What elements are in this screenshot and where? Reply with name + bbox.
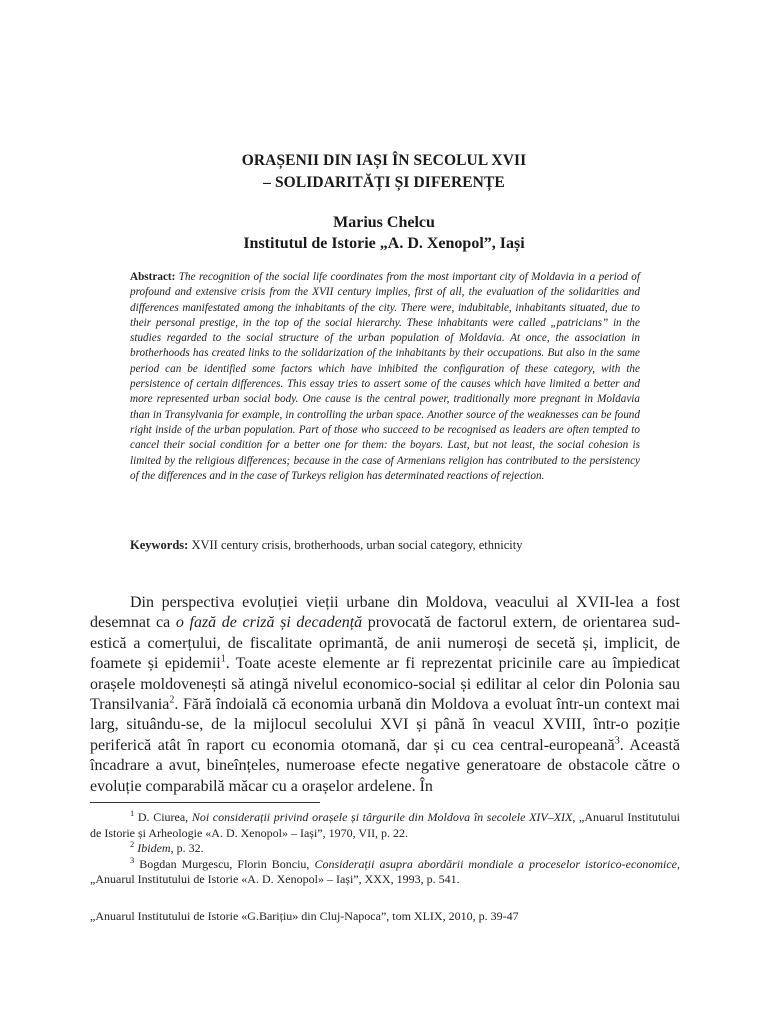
footnote-text-post: , p. 32. bbox=[170, 841, 204, 856]
abstract-colon: : bbox=[171, 271, 176, 283]
journal-citation: „Anuarul Institutului de Istorie «G.Barițiu» din Cluj-Napoca”, tom XLIX, 2010, p. 39-47 bbox=[90, 909, 519, 923]
footnote-number: 2 bbox=[130, 839, 135, 850]
footnote-3 bbox=[90, 854, 680, 888]
footnote-title: Ibidem bbox=[137, 841, 171, 856]
author-institution: Institutul de Istorie „A. D. Xenopol”, Iași bbox=[243, 235, 525, 252]
abstract-block bbox=[130, 270, 640, 484]
footnote-number: 3 bbox=[130, 854, 135, 865]
footnotes-block bbox=[90, 810, 680, 888]
footnote-2 bbox=[90, 841, 680, 857]
footnote-text-post: , „Anuarul Institutului de Istorie și Arheologie «A. D. Xenopol» – Iași”, 1970, VII, p. 22. bbox=[90, 810, 680, 840]
article-title-line-1: ORAȘENII DIN IAȘI ÎN SECOLUL XVII bbox=[241, 152, 527, 169]
abstract-label: Abstract bbox=[130, 271, 172, 283]
body-paragraph bbox=[90, 593, 680, 797]
footnote-ref-3[interactable]: 3 bbox=[614, 735, 620, 747]
keywords-block bbox=[130, 537, 650, 553]
body-segment-4: . Fără îndoială că economia urbană din Moldova a evoluat într-un context mai larg, situându-se, de la mijlocul secolului XVI și până în veacul XVIII, într-o poziție periferică atât în raport cu economia otomană, dar și cu cea central-europeană bbox=[90, 696, 680, 754]
article-title-line-2: – SOLIDARITĂȚI ȘI DIFERENȚE bbox=[263, 174, 505, 191]
body-segment-1: Din perspectiva evoluției vieții urbane din Moldova, veacului al XVII-lea a fost desemnat ca bbox=[90, 594, 680, 632]
body-italic-phrase: o fază de criză și decadență bbox=[175, 614, 363, 632]
keywords-text: XVII century crisis, brotherhoods, urban social category, ethnicity bbox=[191, 538, 523, 552]
footnote-title: Considerații asupra abordării mondiale a proceselor istorico-economice bbox=[314, 856, 677, 871]
footnote-ref-1[interactable]: 1 bbox=[220, 653, 226, 665]
footnote-title: Noi considerații privind orașele și târgurile din Moldova în secolele XIV–XIX bbox=[191, 810, 573, 824]
footnote-divider bbox=[90, 802, 320, 803]
footnote-number: 1 bbox=[130, 808, 135, 818]
footnote-text-post: , „Anuarul Institutului de Istorie «A. D. Xenopol» – Iași”, XXX, 1993, p. 541. bbox=[90, 856, 680, 887]
body-segment-3: . Toate aceste elemente ar fi reprezentat pricinile care au împiedicat orașele moldovenești să atingă nivelul economico-social și edilitar al celor din Polonia sau Transilvania bbox=[90, 655, 680, 714]
body-segment-5: . Această încadrare a avut, bineînțeles, numeroase efecte negative generatoare de obstacole către o evoluție comparabilă măcar cu a orașelor ardelene. În bbox=[90, 736, 680, 795]
footnote-ref-2[interactable]: 2 bbox=[169, 694, 175, 706]
footnote-text-pre: D. Ciurea, bbox=[134, 810, 192, 824]
body-segment-2: provocată de factorul extern, de orientarea sud-estică a comerțului, de fiscalitate oprimantă, de anii numeroși de secetă și, implicit, de foamete și epidemii bbox=[90, 614, 681, 673]
keywords-colon: : bbox=[184, 538, 189, 552]
author-name: Marius Chelcu bbox=[333, 214, 435, 231]
abstract-text: The recognition of the social life coordinates from the most important city of Moldavia in a period of profound and extensive crisis from the XVII century implies, first of all, the evaluation of the solidarities and differences manifestated among the inhabitants of the city. There were, indubitable, inhabitants situated, due to their personal prestige, in the top of the social hierarchy. These inhabitants were called „patricians” in the studies regarded to the social structure of the urban population of Moldavia. At once, the association in brotherhoods has created links to the solidarization of the inhabitants by their occupations. But also in the same period can be identified some factors which have inhibited the configuration of these category, with the persistence of certain differences. This essay tries to assert some of the causes which have limited a better and more represented urban social body. One cause is the central power, traditionally more pregnant in Moldavia than in Transylvania for example, in controlling the urban space. Another source of the weaknesses can be found right inside of the urban population. Part of those who succeed to be recognised as leaders are often tempted to cancel their social condition for a better one for them: the boyars. Last, but not least, the social cohesion is limited by the religious differences; because in the case of Armenians religion has contributed to the persistency of the differences and in the case of Turkeys religion has determinated reactions of rejection. bbox=[130, 271, 640, 482]
keywords-label: Keywords bbox=[130, 538, 185, 552]
footnote-1 bbox=[90, 810, 680, 841]
footnote-text-pre: Bogdan Murgescu, Florin Bonciu, bbox=[134, 856, 315, 871]
